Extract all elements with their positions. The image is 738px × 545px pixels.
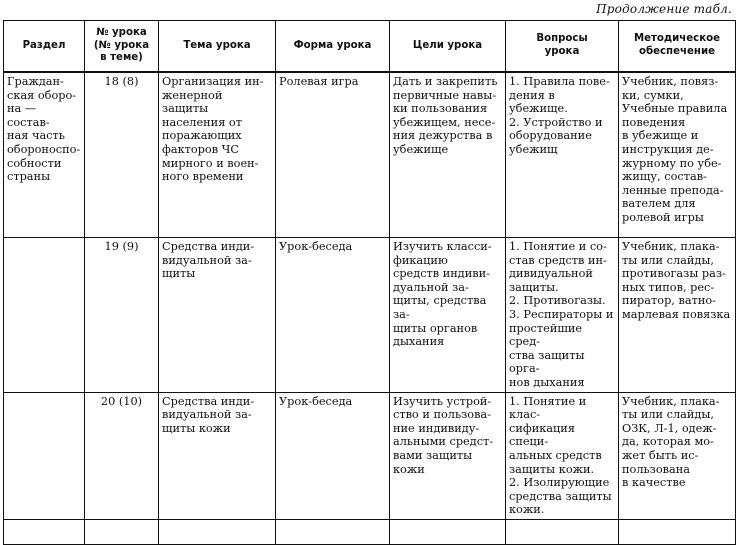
table-row: [4, 238, 736, 393]
questions-cell: 1. Понятие и клас- сификация специ- альных средств защиты кожи. 2. Изолирующие средства защиты кожи.: [506, 392, 619, 519]
section-cell: [4, 392, 85, 519]
topic-cell: Организация ин- женерной защиты населения от поражающих факторов ЧС мирного и воен- ного времени: [159, 72, 276, 238]
goals-cell: Изучить класси- фикацию средств индиви- дуальной за- щиты, средства за- щиты органов дыхания: [390, 238, 506, 393]
lesson-number-cell: 19 (9): [85, 238, 159, 393]
table-caption: Продолжение табл.: [596, 2, 732, 16]
table-row: [4, 519, 736, 544]
goals-cell: Изучить устрой- ство и пользова- ние индивиду- альными средст- вами защиты кожи: [390, 392, 506, 519]
topic-cell: Средства инди- видуальной за- щиты кожи: [159, 392, 276, 519]
header-lesson-number: № урока (№ урока в теме): [85, 21, 159, 73]
materials-cell: Учебник, плака- ты или слайды, противогазы раз- ных типов, рес- пиратор, ватно- марлевая повязка: [619, 238, 736, 393]
form-cell: [276, 519, 390, 544]
form-cell: Урок-беседа: [276, 392, 390, 519]
materials-cell: Учебник, плака- ты или слайды, ОЗК, Л-1, одеж- да, которая мо- жет быть ис- пользована в качестве: [619, 392, 736, 519]
lesson-number-cell: 20 (10): [85, 392, 159, 519]
lesson-plan-table: [3, 20, 736, 545]
header-topic: Тема урока: [159, 21, 276, 73]
header-goals: Цели урока: [390, 21, 506, 73]
header-row: [4, 21, 736, 73]
header-form: Форма урока: [276, 21, 390, 73]
materials-cell: [619, 519, 736, 544]
goals-cell: [390, 519, 506, 544]
topic-cell: [159, 519, 276, 544]
questions-cell: 1. Понятие и со- став средств ин- дивидуальной защиты. 2. Противогазы. 3. Респираторы и простейшие сред- ства защиты орга- нов дыхания: [506, 238, 619, 393]
section-cell: Граждан- ская оборо- на — состав- ная часть обороноспо- собности страны: [4, 72, 85, 238]
section-cell: [4, 519, 85, 544]
questions-cell: [506, 519, 619, 544]
table-row: [4, 72, 736, 238]
section-cell: [4, 238, 85, 393]
header-materials: Методическое обеспечение: [619, 21, 736, 73]
form-cell: Урок-беседа: [276, 238, 390, 393]
goals-cell: Дать и закрепить первичные навы- ки пользования убежищем, несе- ния дежурства в убежище: [390, 72, 506, 238]
lesson-number-cell: 18 (8): [85, 72, 159, 238]
header-section: Раздел: [4, 21, 85, 73]
topic-cell: Средства инди- видуальной за- щиты: [159, 238, 276, 393]
header-questions: Вопросы урока: [506, 21, 619, 73]
table-row: [4, 392, 736, 519]
questions-cell: 1. Правила пове- дения в убежище. 2. Устройство и оборудование убежищ: [506, 72, 619, 238]
materials-cell: Учебник, повяз- ки, сумки, Учебные правила поведения в убежище и инструкция де- журному по убе- жищу, состав- ленные препода- вателем для ролевой игры: [619, 72, 736, 238]
form-cell: Ролевая игра: [276, 72, 390, 238]
lesson-number-cell: [85, 519, 159, 544]
